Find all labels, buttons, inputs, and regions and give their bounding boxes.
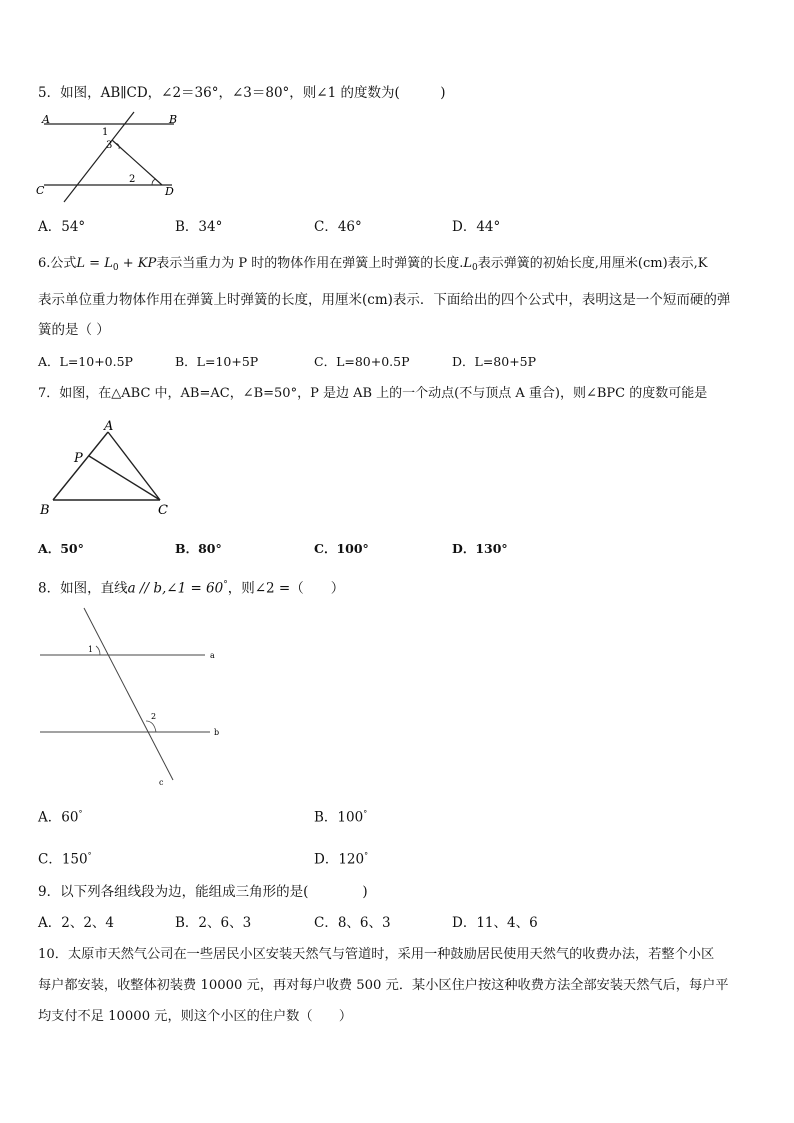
q8-stem xyxy=(38,576,344,598)
q6-line1 xyxy=(38,255,708,277)
q5-option-a: A．54° xyxy=(38,219,86,235)
q5-label-C: C xyxy=(36,184,45,197)
q7-segment-pc xyxy=(89,456,160,500)
q7-side-ac xyxy=(108,432,160,500)
q6-option-d: D．L=80+5P xyxy=(452,354,537,369)
q6-line2: 表示单位重力物体作用在弹簧上时弹簧的长度，用厘米(cm)表示．下面给出的四个公式中，表明这是一个短而硬的弹 xyxy=(38,292,731,308)
q9-option-a: A．2、2、4 xyxy=(38,915,115,931)
q5-label-3: 3 xyxy=(106,140,113,151)
q6-line3: 簧的是（ ） xyxy=(38,322,110,338)
q7-option-a: A．50° xyxy=(38,541,84,556)
q5-label-1: 1 xyxy=(102,127,109,138)
q10-line3: 均支付不足 10000 元，则这个小区的住户数（ ） xyxy=(38,1009,353,1024)
q8-stem-math: a // b,∠1 = 60 xyxy=(127,580,224,597)
q8-option-b: B．100° xyxy=(314,809,368,826)
q8-option-a: A．60° xyxy=(38,809,83,826)
q6-option-c: C．L=80+0.5P xyxy=(314,354,410,369)
q7-option-c: C．100° xyxy=(314,541,369,556)
q9-stem: 9．以下列各组线段为边，能组成三角形的是( ) xyxy=(38,884,368,900)
q8-option-c: C．150° xyxy=(38,851,92,868)
q6-option-b: B．L=10+5P xyxy=(175,354,259,369)
q6-prefix: 6.公式 xyxy=(38,256,77,271)
q8-label-1: 1 xyxy=(88,645,94,654)
q8-stem-suffix: ，则∠2 =（ ） xyxy=(227,580,345,597)
q6-mid1: 表示当重力为 P 时的物体作用在弹簧上时弹簧的长度. xyxy=(156,256,464,271)
q5-label-A: A xyxy=(42,113,50,126)
q7-option-b: B．80° xyxy=(175,541,222,556)
q10-line2: 每户都安装，收整体初装费 10000 元，再对每户收费 500 元．某小区住户按这种收费方法全部安装天然气后，每户平 xyxy=(38,978,729,993)
q5-label-B: B xyxy=(169,113,178,126)
q5-arc-2 xyxy=(152,179,156,185)
q5-figure xyxy=(30,112,190,204)
q8-label-a: a xyxy=(210,651,215,660)
q7-figure xyxy=(36,418,186,518)
q8-option-d: D．120° xyxy=(314,851,369,868)
q7-stem: 7．如图，在△ABC 中，AB=AC，∠B=50°，P 是边 AB 上的一个动点(不与顶点 A 重合)，则∠BPC 的度数可能是 xyxy=(38,386,708,401)
q7-label-B: B xyxy=(40,503,50,518)
q9-option-b: B．2、6、3 xyxy=(175,915,252,931)
q9-option-d: D．11、4、6 xyxy=(452,915,538,931)
q5-transversal xyxy=(64,112,134,202)
q8-stem-prefix: 8．如图，直线 xyxy=(38,580,128,597)
q8-figure xyxy=(30,605,230,790)
q5-label-2: 2 xyxy=(129,174,136,185)
q5-option-d: D．44° xyxy=(452,219,501,235)
q5-stem: 5．如图，AB∥CD，∠2＝36°，∠3＝80°，则∠1 的度数为( ) xyxy=(38,85,446,101)
q8-label-b: b xyxy=(214,728,220,737)
q8-stem-degree: ° xyxy=(223,580,228,590)
q10-line1: 10．太原市天然气公司在一些居民小区安装天然气与管道时，采用一种鼓励居民使用天然气的收费办法，若整个小区 xyxy=(38,947,715,962)
q7-label-P: P xyxy=(74,451,83,466)
q8-transversal-c xyxy=(84,608,173,780)
q7-side-ab xyxy=(53,432,108,500)
q5-option-c: C．46° xyxy=(314,219,362,235)
q7-option-d: D．130° xyxy=(452,541,508,556)
q7-label-A: A xyxy=(104,419,114,434)
q6-mid2: 表示弹簧的初始长度,用厘米(cm)表示,K xyxy=(477,256,708,271)
q5-label-D: D xyxy=(165,185,174,198)
q5-option-b: B．34° xyxy=(175,219,223,235)
q7-label-C: C xyxy=(158,503,168,518)
q8-arc-1 xyxy=(96,646,100,655)
q6-formula: $L = L_0$ + KP xyxy=(76,256,157,273)
q6-symbol-l0: $L_0$ xyxy=(463,256,478,273)
q9-option-c: C．8、6、3 xyxy=(314,915,391,931)
q6-option-a: A．L=10+0.5P xyxy=(38,354,133,369)
q8-label-c: c xyxy=(159,778,164,787)
q8-label-2: 2 xyxy=(151,712,157,721)
